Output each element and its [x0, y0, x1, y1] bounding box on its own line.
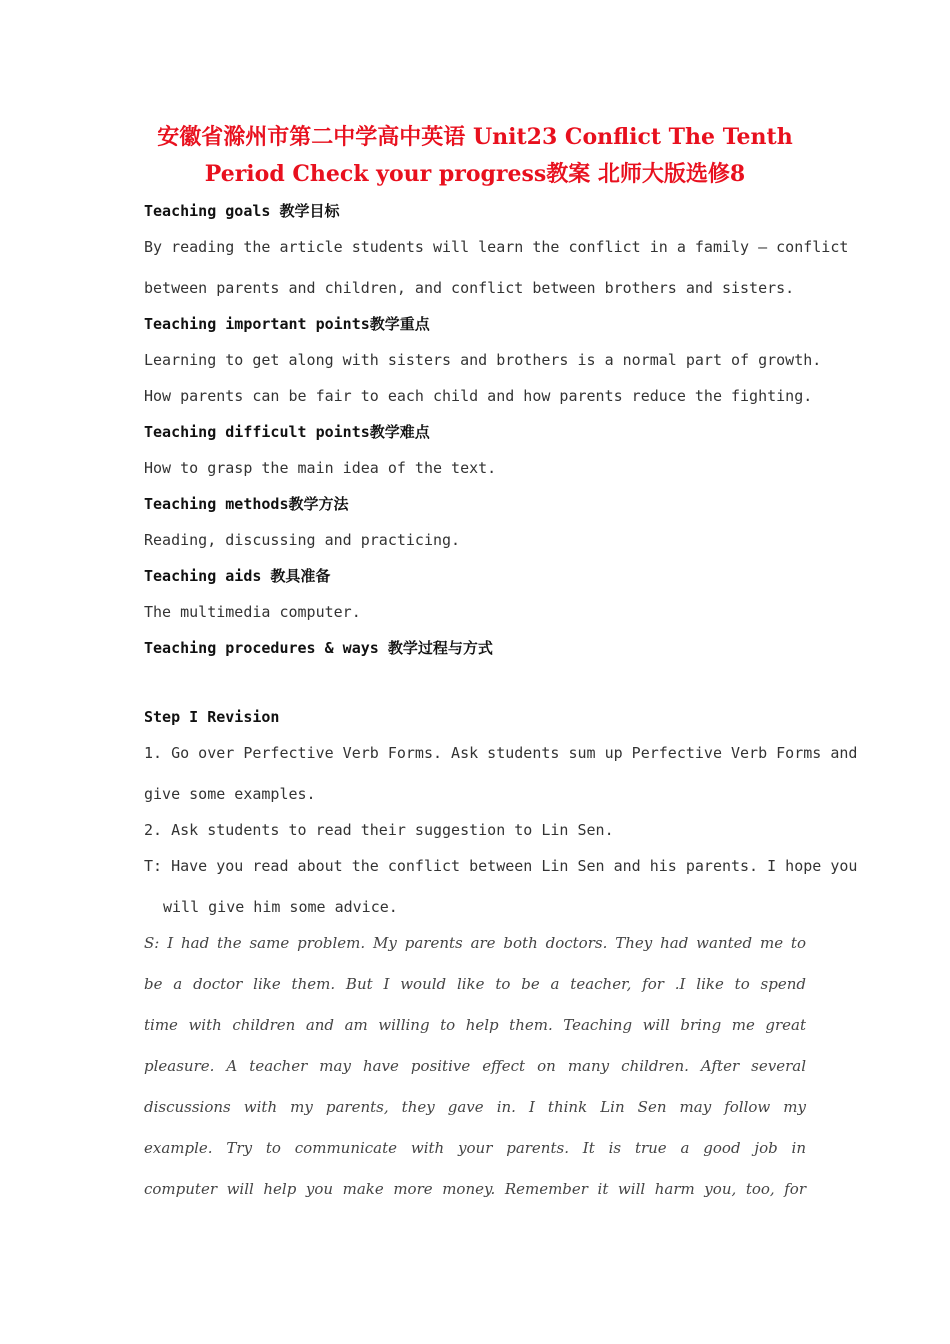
heading-teaching-goals: Teaching goals 教学目标 [144, 202, 340, 220]
goals-line-2: between parents and children, and conflict between brothers and sisters. [144, 279, 795, 297]
document-title-line-1: 安徽省滁州市第二中学高中英语 Unit23 Conflict The Tenth [157, 124, 793, 150]
student-answer-line-7: computer will help you make more money. Remember it will harm you, too, for [144, 1180, 806, 1198]
heading-teaching-procedures: Teaching procedures & ways 教学过程与方式 [144, 639, 493, 657]
student-answer-line-3: time with children and am willing to help them. Teaching will bring me great [144, 1016, 806, 1034]
methods-line-1: Reading, discussing and practicing. [144, 531, 461, 549]
aids-line-1: The multimedia computer. [144, 603, 361, 621]
student-answer-line-2: be a doctor like them. But I would like to be a teacher, for .I like to spend [144, 975, 806, 993]
document-title-line-2: Period Check your progress教案 北师大版选修8 [204, 161, 746, 187]
heading-teaching-methods: Teaching methods教学方法 [144, 495, 349, 513]
difficult-line-1: How to grasp the main idea of the text. [144, 459, 497, 477]
important-line-2: How parents can be fair to each child and how parents reduce the fighting. [144, 387, 813, 405]
step1-line-1: 1. Go over Perfective Verb Forms. Ask students sum up Perfective Verb Forms and [144, 744, 858, 762]
student-answer-line-4: pleasure. A teacher may have positive effect on many children. After several [144, 1057, 806, 1075]
step1-line-5: will give him some advice. [163, 898, 398, 916]
heading-difficult-points: Teaching difficult points教学难点 [144, 423, 430, 441]
heading-important-points: Teaching important points教学重点 [144, 315, 430, 333]
important-line-1: Learning to get along with sisters and brothers is a normal part of growth. [144, 351, 822, 369]
step1-line-4: T: Have you read about the conflict between Lin Sen and his parents. I hope you [144, 857, 858, 875]
step1-line-3: 2. Ask students to read their suggestion to Lin Sen. [144, 821, 614, 839]
student-answer-line-6: example. Try to communicate with your parents. It is true a good job in [144, 1139, 806, 1157]
step1-line-2: give some examples. [144, 785, 316, 803]
student-answer-line-1: S: I had the same problem. My parents are both doctors. They had wanted me to [144, 934, 806, 952]
heading-teaching-aids: Teaching aids 教具准备 [144, 567, 331, 585]
goals-line-1: By reading the article students will learn the conflict in a family — conflict [144, 238, 849, 256]
student-answer-line-5: discussions with my parents, they gave in. I think Lin Sen may follow my [144, 1098, 806, 1116]
heading-step-1-revision: Step I Revision [144, 708, 280, 726]
